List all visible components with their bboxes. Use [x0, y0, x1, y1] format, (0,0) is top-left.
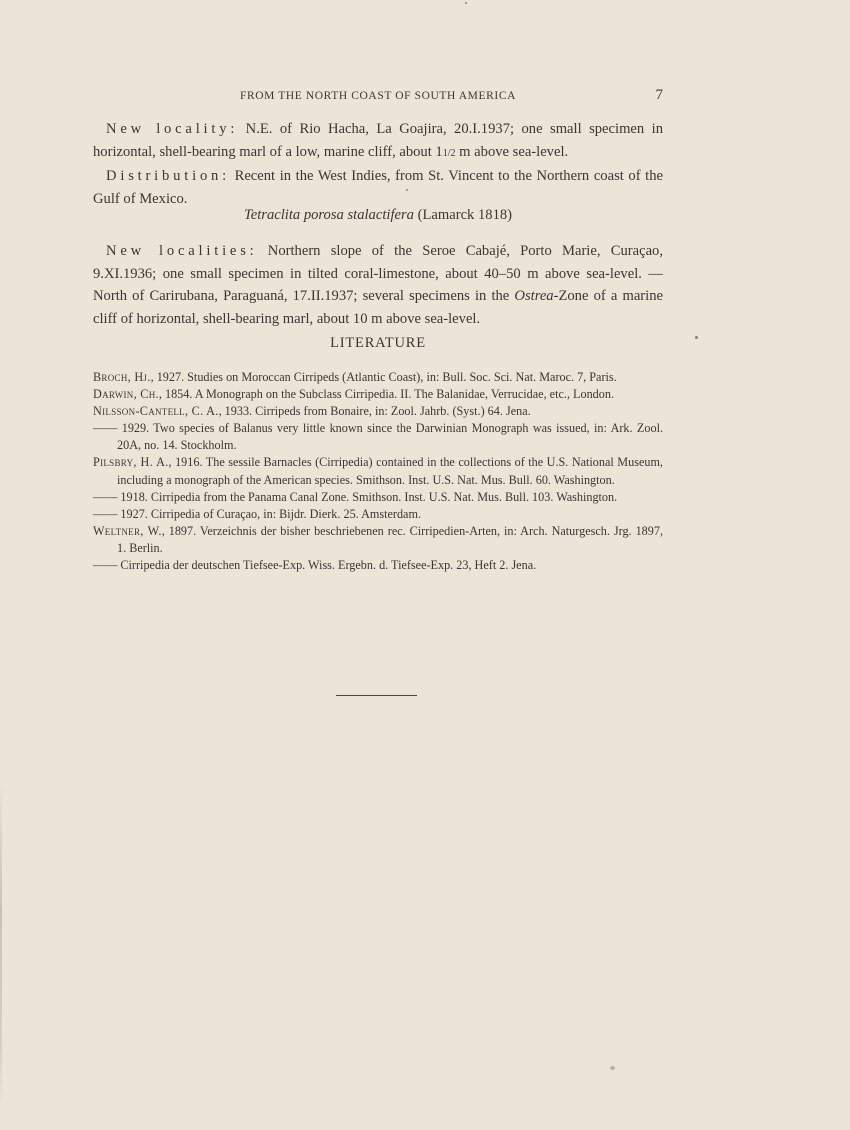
reference-text: , 1897. Verzeichnis der bisher beschriebenen rec. Cirripedien-Arten, in: Arch. Naturgesch. Jrg. 1897, 1. Berlin.: [117, 523, 664, 555]
distribution-paragraph: [93, 165, 663, 210]
reference-author: Darwin, Ch.: [93, 387, 159, 402]
new-locality-paragraph: [93, 118, 663, 165]
reference-list: [93, 369, 663, 574]
reference-author: ——: [93, 558, 118, 573]
reference-text: , 1916. The sessile Barnacles (Cirripedia) contained in the collections of the U.S. National Museum, including a monograph of the American species. Smithson. Inst. U.S. Nat. Mus. Bull. 60. Washington.: [117, 455, 663, 487]
species-authority: (Lamarck 1818): [417, 207, 513, 223]
distribution-text: Recent in the West Indies, from St. Vincent to the Northern coast of the Gulf of Mexico.: [93, 168, 663, 207]
ostrea-italic: Ostrea: [514, 288, 554, 304]
new-locality-fraction: 1/2: [442, 147, 456, 159]
reference-item: [93, 403, 663, 420]
reference-item: [93, 420, 663, 454]
reference-author: ——: [93, 421, 118, 436]
reference-item: [93, 506, 663, 523]
reference-item: [93, 489, 663, 506]
reference-author: Broch, Hj.: [93, 370, 151, 384]
paper-speck: [695, 336, 698, 339]
reference-author: ——: [93, 506, 118, 521]
reference-text: 1918. Cirripedia from the Panama Canal Zone. Smithson. Inst. U.S. Nat. Mus. Bull. 103. Washington.: [117, 489, 618, 504]
reference-author: ——: [93, 489, 118, 504]
reference-item: [93, 523, 663, 557]
new-locality-text-a: N.E. of Rio Hacha, La Goajira, 20.I.1937; one small specimen in horizontal, shell-bearing marl of a low, marine cliff, about 1: [93, 121, 663, 160]
paper-speck: [406, 189, 408, 191]
reference-author: Weltner, W.: [93, 523, 162, 538]
species-name: Tetraclita porosa stalactifera: [243, 207, 414, 223]
literature-heading: LITERATURE: [330, 335, 426, 351]
new-locality-label: New locality:: [106, 121, 239, 137]
new-localities-label: New localities:: [106, 243, 258, 259]
reference-text: , 1933. Cirripeds from Bonaire, in: Zool. Jahrb. (Syst.) 64. Jena.: [218, 404, 531, 419]
new-locality-text-b: m above sea-level.: [455, 143, 569, 160]
section-new-localities: [93, 240, 663, 330]
running-title: FROM THE NORTH COAST OF SOUTH AMERICA: [239, 90, 517, 102]
reference-text: , 1854. A Monograph on the Subclass Cirripedia. II. The Balanidae, Verrucidae, etc., London.: [158, 387, 614, 402]
page-number: 7: [655, 87, 663, 103]
reference-text: 1929. Two species of Balanus very little known since the Darwinian Monograph was issued, in: Ark. Zool. 20A, no. 14. Stockholm.: [117, 421, 663, 453]
end-rule: [336, 695, 417, 696]
reference-item: [93, 369, 663, 386]
section-new-locality: [93, 118, 663, 210]
paper-speck: [610, 1066, 615, 1070]
running-head: [93, 89, 663, 107]
reference-item: [93, 386, 663, 403]
new-localities-paragraph: [93, 240, 663, 330]
reference-text: Cirripedia der deutschen Tiefsee-Exp. Wiss. Ergebn. d. Tiefsee-Exp. 23, Heft 2. Jena.: [117, 558, 537, 573]
new-localities-text-b: -Zone of a marine cliff of horizontal, shell-bearing marl, about 10 m above sea-level.: [93, 288, 663, 327]
distribution-label: Distribution:: [106, 168, 230, 184]
reference-item: [93, 454, 663, 488]
reference-text: , 1927. Studies on Moroccan Cirripeds (Atlantic Coast), in: Bull. Soc. Sci. Nat. Maroc. 7, Paris.: [150, 370, 617, 384]
reference-author: Pilsbry, H. A.: [93, 455, 169, 470]
paper-speck: [465, 2, 467, 4]
reference-text: 1927. Cirripedia of Curaçao, in: Bijdr. Dierk. 25. Amsterdam.: [117, 506, 421, 521]
reference-author: Nilsson-Cantell, C. A.: [93, 404, 219, 419]
reference-item: [93, 557, 663, 574]
new-localities-text-a: Northern slope of the Seroe Cabajé, Porto Marie, Curaçao, 9.XI.1936; one small specimen in tilted coral-limestone, about 40–50 m above sea-level. — North of Carirubana, Paraguaná, 17.II.1937; several specimens in the: [93, 243, 663, 304]
species-heading: [93, 207, 663, 224]
page-edge-shadow: [0, 780, 2, 1110]
